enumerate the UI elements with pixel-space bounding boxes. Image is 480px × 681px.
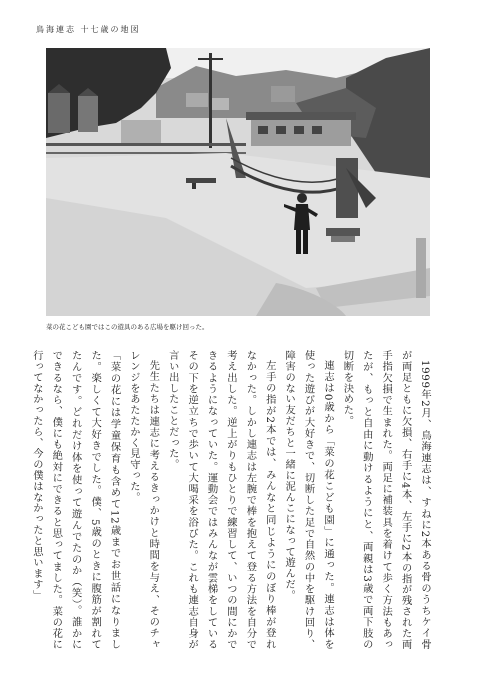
paragraph: 先生たちは連志に考えるきっかけと時間を与え、そのチャレンジをあたたかく見守った。 — [127, 350, 160, 650]
paragraph: 1999年2月、鳥海連志は、すねに2本ある骨のうちケイ骨が両足ともに欠損、右手に4本、左手に2本の指が残された両手指欠損で生まれた。両足に補装具を着けて歩く方法もあったが、もっと自由に動けるようにと、両親は3歳で両下肢の切断を決めた。 — [341, 350, 431, 650]
quote-paragraph: 「菜の花には学童保育も含めて12歳までお世話になりました。楽しくて大好きでした。僕、5歳のときに腹筋が割れてたんです。どれだけ体を使って遊んでたのか（笑）。誰かにできるなら、僕にも絶対にできると思ってました。菜の花に行ってなかったら、今の僕はなかったと思います」 — [30, 350, 121, 650]
running-header: 鳥海連志 十七歳の地図 — [36, 25, 141, 34]
paragraph: 左手の指が2本では、みんなと同じようにのぼり棒が登れなかった。しかし連志は左腕で棒を抱えて登る方法を自分で考え出した。逆上がりもひとりで練習して、いつの間にかできるようになっていた。運動会ではみんなが雲梯をしているその下を逆立ちで歩いて大喝采を浴びた。これも連志自身が言い出したことだった。 — [166, 350, 276, 650]
paragraph: 連志は0歳から「菜の花こども園」に通った。連志は体を使った遊びが大好きで、切断した足で自然の中を駆け回り、障害のない友だちと一緒に泥んこになって遊んだ。 — [283, 350, 334, 650]
playground-photo — [46, 48, 430, 316]
article-body — [30, 350, 434, 650]
playground-photo-illustration — [46, 48, 430, 316]
photo-caption: 菜の花こども園ではこの遊具のある広場を駆け回った。 — [46, 323, 209, 331]
